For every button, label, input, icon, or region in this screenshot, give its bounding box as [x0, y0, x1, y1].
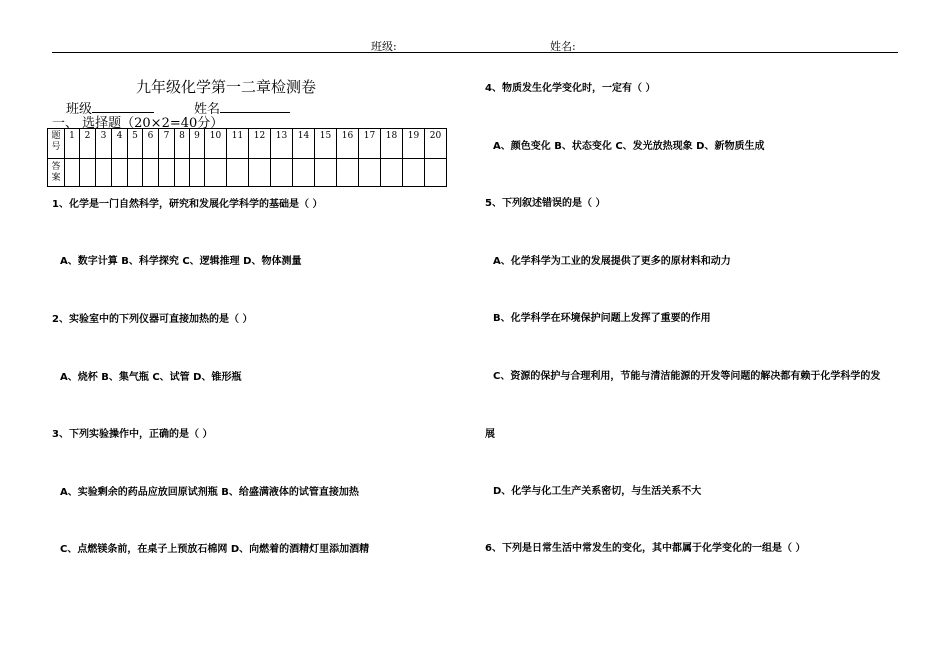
class-label: 班级 — [66, 102, 93, 117]
answer-row-header: 答案 — [48, 159, 65, 187]
answer-cell[interactable] — [143, 159, 159, 187]
question-number: 9 — [190, 129, 205, 159]
answer-table-answer-row — [48, 159, 447, 187]
question-4: 4、物质发生化学变化时，一定有（ ） — [485, 83, 656, 94]
answer-cell[interactable] — [159, 159, 175, 187]
question-number: 15 — [315, 129, 337, 159]
answer-cell[interactable] — [315, 159, 337, 187]
question-5-option-c-continued: 展 — [485, 429, 495, 440]
answer-cell[interactable] — [425, 159, 447, 187]
answer-cell[interactable] — [293, 159, 315, 187]
answer-cell[interactable] — [381, 159, 403, 187]
question-number: 1 — [65, 129, 80, 159]
question-5: 5、下列叙述错误的是（ ） — [485, 198, 606, 209]
question-number: 17 — [359, 129, 381, 159]
question-number: 20 — [425, 129, 447, 159]
question-number: 6 — [143, 129, 159, 159]
question-4-options: A、颜色变化 B、状态变化 C、发光放热现象 D、新物质生成 — [493, 141, 765, 152]
answer-cell[interactable] — [337, 159, 359, 187]
question-2-options: A、烧杯 B、集气瓶 C、试管 D、锥形瓶 — [60, 372, 242, 383]
answer-cell[interactable] — [271, 159, 293, 187]
name-label: 姓名 — [194, 102, 221, 117]
answer-cell[interactable] — [227, 159, 249, 187]
question-number: 10 — [205, 129, 227, 159]
number-row-header: 题号 — [48, 129, 65, 159]
section-heading: 一、 选择题（20×2=40分） — [52, 116, 224, 131]
question-6: 6、下列是日常生活中常发生的变化，其中都属于化学变化的一组是（ ） — [485, 543, 806, 554]
question-3-options-cd: C、点燃镁条前，在桌子上预放石棉网 D、向燃着的酒精灯里添加酒精 — [60, 544, 370, 555]
header-class-label: 班级: — [371, 40, 397, 53]
question-number: 3 — [96, 129, 112, 159]
answer-cell[interactable] — [112, 159, 128, 187]
question-number: 19 — [403, 129, 425, 159]
answer-cell[interactable] — [80, 159, 96, 187]
header-divider — [52, 52, 898, 53]
question-1: 1、化学是一门自然科学，研究和发展化学科学的基础是（ ） — [52, 199, 323, 210]
question-number: 8 — [175, 129, 190, 159]
answer-cell[interactable] — [249, 159, 271, 187]
answer-cell[interactable] — [205, 159, 227, 187]
question-number: 2 — [80, 129, 96, 159]
question-5-option-a: A、化学科学为工业的发展提供了更多的原材料和动力 — [493, 256, 731, 267]
question-number: 5 — [128, 129, 143, 159]
question-number: 18 — [381, 129, 403, 159]
question-2: 2、实验室中的下列仪器可直接加热的是（ ） — [52, 314, 253, 325]
question-number: 7 — [159, 129, 175, 159]
question-5-option-b: B、化学科学在环境保护问题上发挥了重要的作用 — [493, 313, 711, 324]
question-number: 13 — [271, 129, 293, 159]
answer-cell[interactable] — [403, 159, 425, 187]
answer-cell[interactable] — [96, 159, 112, 187]
question-5-option-d: D、化学与化工生产关系密切，与生活关系不大 — [493, 486, 702, 497]
question-number: 14 — [293, 129, 315, 159]
question-number: 16 — [337, 129, 359, 159]
answer-table-number-row — [48, 129, 447, 159]
page-title: 九年级化学第一二章检测卷 — [136, 78, 317, 96]
answer-cell[interactable] — [175, 159, 190, 187]
answer-table — [47, 128, 447, 187]
name-blank[interactable] — [220, 112, 290, 113]
question-5-option-c: C、资源的保护与合理利用，节能与清洁能源的开发等问题的解决都有赖于化学科学的发 — [493, 371, 881, 382]
question-number: 11 — [227, 129, 249, 159]
question-3: 3、下列实验操作中，正确的是（ ） — [52, 429, 213, 440]
question-1-options: A、数字计算 B、科学探究 C、逻辑推理 D、物体测量 — [60, 256, 302, 267]
question-3-options-ab: A、实验剩余的药品应放回原试剂瓶 B、给盛满液体的试管直接加热 — [60, 487, 359, 498]
question-number: 12 — [249, 129, 271, 159]
answer-cell[interactable] — [128, 159, 143, 187]
answer-cell[interactable] — [65, 159, 80, 187]
answer-cell[interactable] — [190, 159, 205, 187]
header-name-label: 姓名: — [550, 40, 576, 53]
question-number: 4 — [112, 129, 128, 159]
answer-cell[interactable] — [359, 159, 381, 187]
